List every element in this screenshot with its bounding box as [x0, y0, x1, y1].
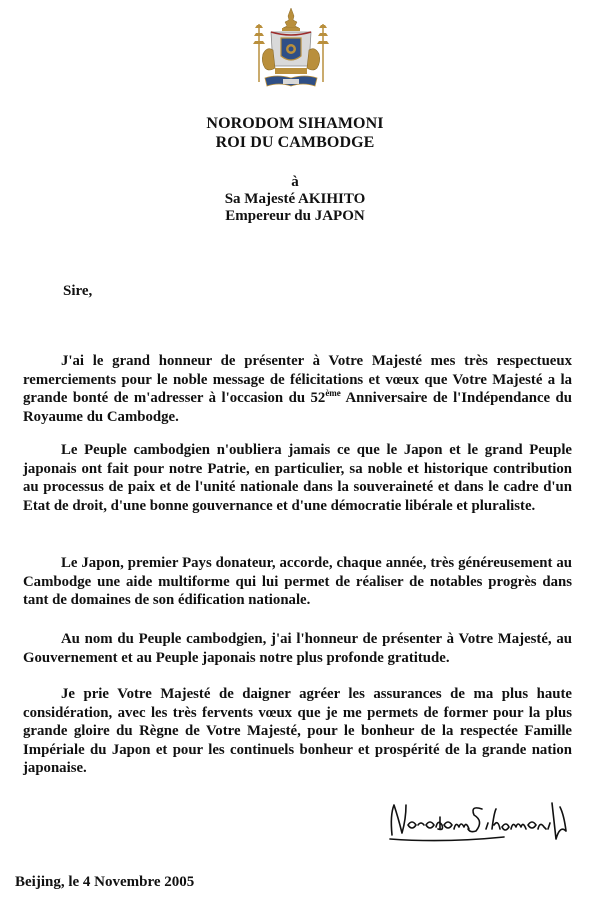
- recipient-title: Empereur du JAPON: [225, 208, 365, 224]
- recipient-block: [0, 174, 590, 225]
- handwritten-signature: [384, 795, 572, 845]
- sender-name: NORODOM SIHAMONI: [206, 115, 384, 132]
- paragraph-4: Au nom du Peuple cambodgien, j'ai l'honneur de présenter à Votre Majesté, au Gouvernement et au Peuple japonais notre plus profonde gratitude.: [23, 631, 572, 666]
- paragraph-5: Je prie Votre Majesté de daigner agréer les assurances de ma plus haute considération, avec les très fervents vœux que je me permets de former pour la plus grande gloire du Règne de Votre Majesté, pour le bonheur de la respectée Famille Impériale du Japon et pour les continuels bonheur et prospérité de la grande nation japonaise.: [23, 686, 572, 776]
- paragraph-1-text-end: Anniversaire de l'Indépendance du Royaume du Cambodge.: [23, 390, 572, 425]
- recipient-preposition: à: [291, 174, 299, 190]
- sender-title: ROI DU CAMBODGE: [215, 134, 375, 151]
- recipient-name: Sa Majesté AKIHITO: [224, 191, 366, 207]
- paragraph-3: Le Japon, premier Pays donateur, accorde, chaque année, très généreusement au Cambodge une aide multiforme qui lui permet de réaliser de notables progrès dans tant de domaines de son édification nationale.: [23, 555, 572, 608]
- salutation: Sire,: [63, 283, 93, 299]
- sender-block: [0, 114, 590, 152]
- ordinal-superscript: ème: [325, 388, 341, 399]
- paragraph-1-text-start: J'ai le grand honneur de présenter à Votre Majesté mes très respectueux remerciements pour le noble message de félicitations et vœux que Votre Majesté a la grande bonté de m'adresser à l'occasion du 52: [23, 353, 572, 406]
- paragraph-1: [23, 352, 572, 426]
- royal-coat-of-arms-icon: [249, 6, 333, 92]
- dateline: Beijing, le 4 Novembre 2005: [15, 874, 195, 890]
- paragraph-2: Le Peuple cambodgien n'oubliera jamais ce que le Japon et le grand Peuple japonais ont fait pour notre Patrie, en particulier, sa noble et historique contribution au processus de paix et de l'unité nationale dans la souveraineté et dans le cadre d'un Etat de droit, d'une bonne gouvernance et d'une démocratie libérale et pluraliste.: [23, 442, 572, 514]
